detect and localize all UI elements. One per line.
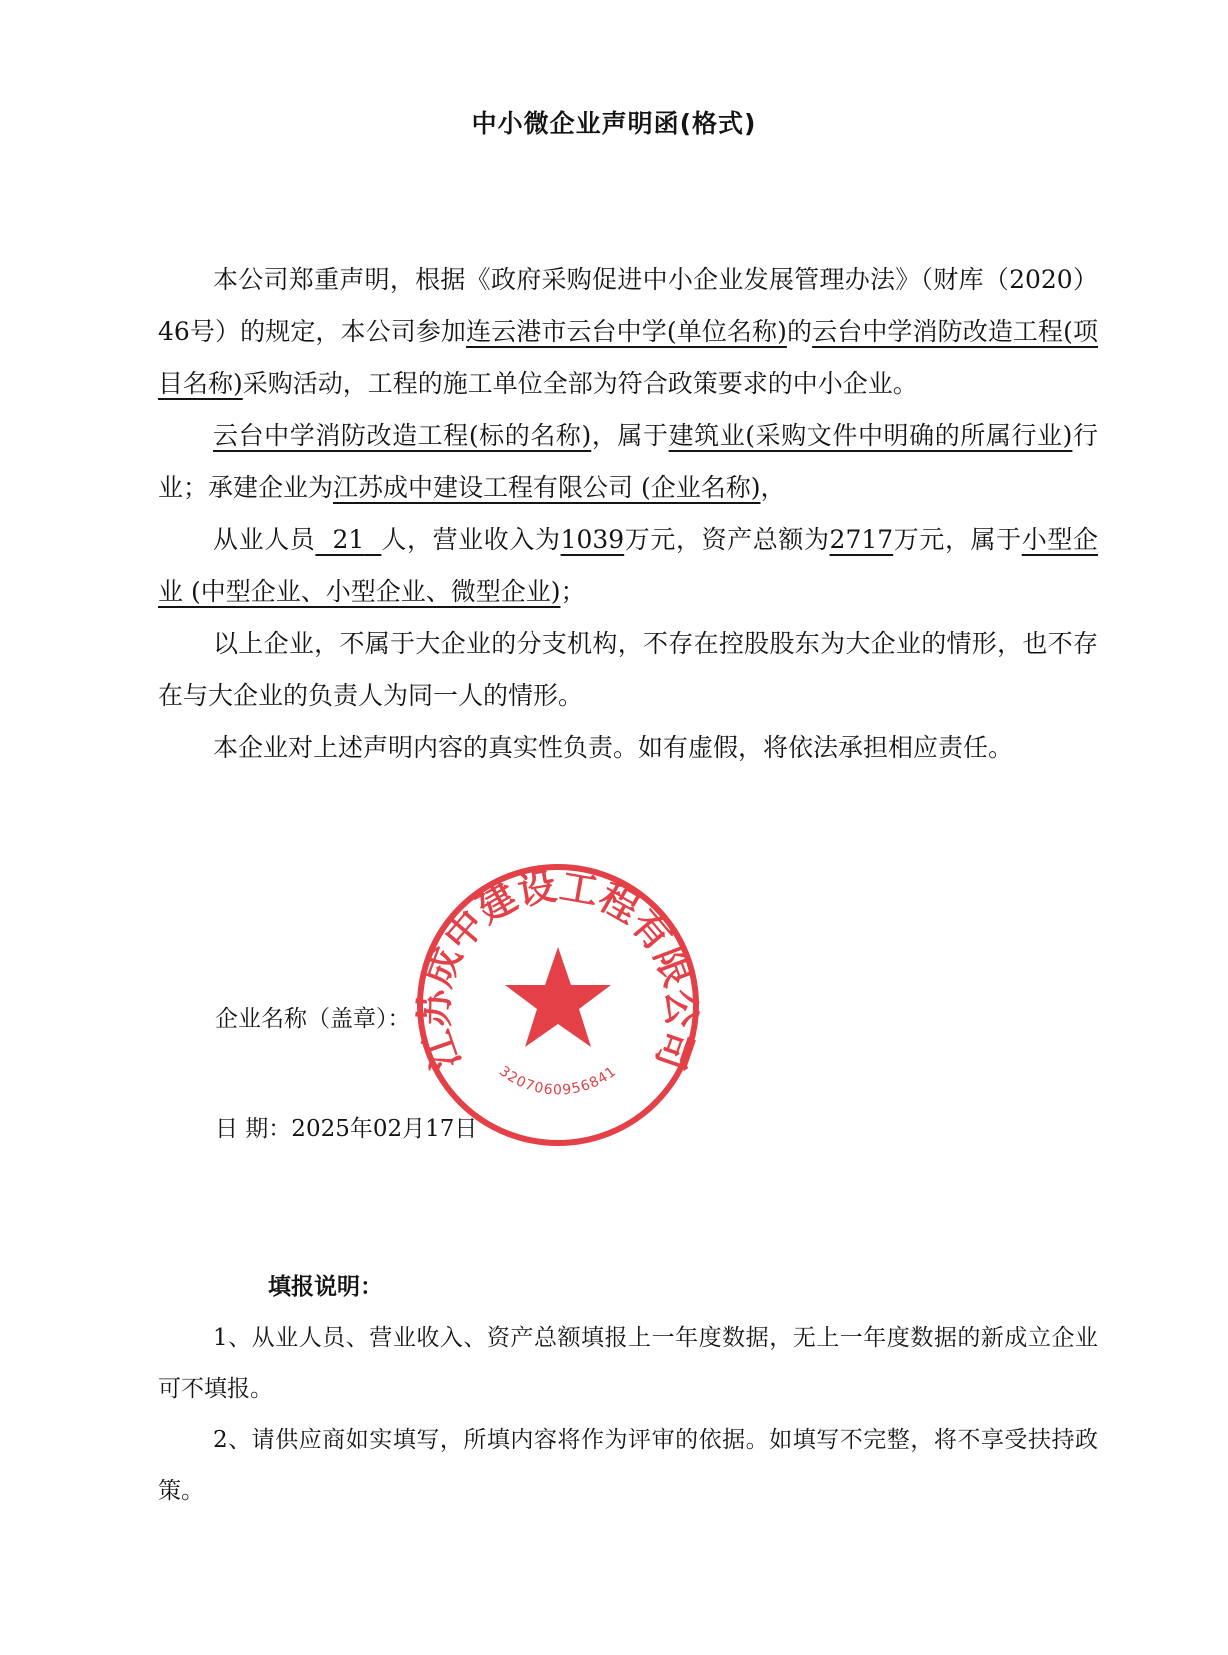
staff-count-value: 21 <box>332 525 365 554</box>
p3-text-2: 人，营业收入为 <box>381 525 561 554</box>
industry-field: 建筑业(采购文件中明确的所属行业) <box>668 421 1073 450</box>
seal-star-icon <box>505 947 611 1047</box>
subject-name-field: 云台中学消防改造工程(标的名称) <box>213 421 592 450</box>
seal-code-text: 3207060956841 <box>496 1063 620 1099</box>
p2-text-3: ， <box>760 473 786 502</box>
company-seal <box>408 855 708 1155</box>
instructions-heading: 填报说明： <box>268 1274 383 1300</box>
paragraph-5: 本企业对上述声明内容的真实性负责。如有虚假，将依法承担相应责任。 <box>213 733 1014 762</box>
unit-name-field: 连云港市云台中学(单位名称) <box>466 317 787 346</box>
p3-text-1: 从业人员 <box>213 525 316 554</box>
project-name-field: 云台中学消防改造工程(项目名称) <box>158 317 1098 398</box>
instruction-item-1: 1、从业人员、营业收入、资产总额填报上一年度数据，无上一年度数据的新成立企业可不填报。 <box>158 1325 1098 1402</box>
assets-field: 2717 <box>829 525 894 554</box>
p1-text-2: 的 <box>786 317 813 346</box>
revenue-field: 1039 <box>560 525 625 554</box>
p1-text-1: 本公司郑重声明，根据《政府采购促进中小企业发展管理办法》（财库（2020）46号）的规定，本公司参加 <box>158 265 1098 346</box>
p2-text-1: ，属于 <box>591 421 669 450</box>
p3-text-3: 万元，资产总额为 <box>624 525 830 554</box>
staff-count-field <box>315 525 381 554</box>
filling-instructions <box>158 1262 1098 1517</box>
p1-text-3: 采购活动，工程的施工单位全部为符合政策要求的中小企业。 <box>242 369 918 398</box>
paragraph-4: 以上企业，不属于大企业的分支机构，不存在控股股东为大企业的情形，也不存在与大企业的负责人为同一人的情形。 <box>158 629 1098 710</box>
p3-text-4: 万元，属于 <box>893 525 1022 554</box>
instruction-item-2: 2、请供应商如实填写，所填内容将作为评审的依据。如填写不完整，将不享受扶持政策。 <box>158 1427 1098 1504</box>
seal-company-text: 江苏成中建设工程有限公司 <box>412 863 704 1076</box>
paragraph-3 <box>158 514 1098 618</box>
declaration-body <box>158 254 1098 774</box>
date-line: 日 期：2025年02月17日 <box>215 1116 478 1142</box>
signature-label: 企业名称（盖章）： <box>215 1006 411 1032</box>
p3-text-5: ； <box>560 577 586 606</box>
document-title: 中小微企业声明函(格式) <box>471 109 757 138</box>
paragraph-1 <box>158 254 1098 410</box>
paragraph-2 <box>158 410 1098 514</box>
company-name-field: 江苏成中建设工程有限公司 (企业名称) <box>333 473 761 502</box>
p2-text-2: 行业；承建企业为 <box>158 421 1098 502</box>
enterprise-size-field: 小型企业 (中型企业、小型企业、微型企业) <box>158 525 1098 606</box>
